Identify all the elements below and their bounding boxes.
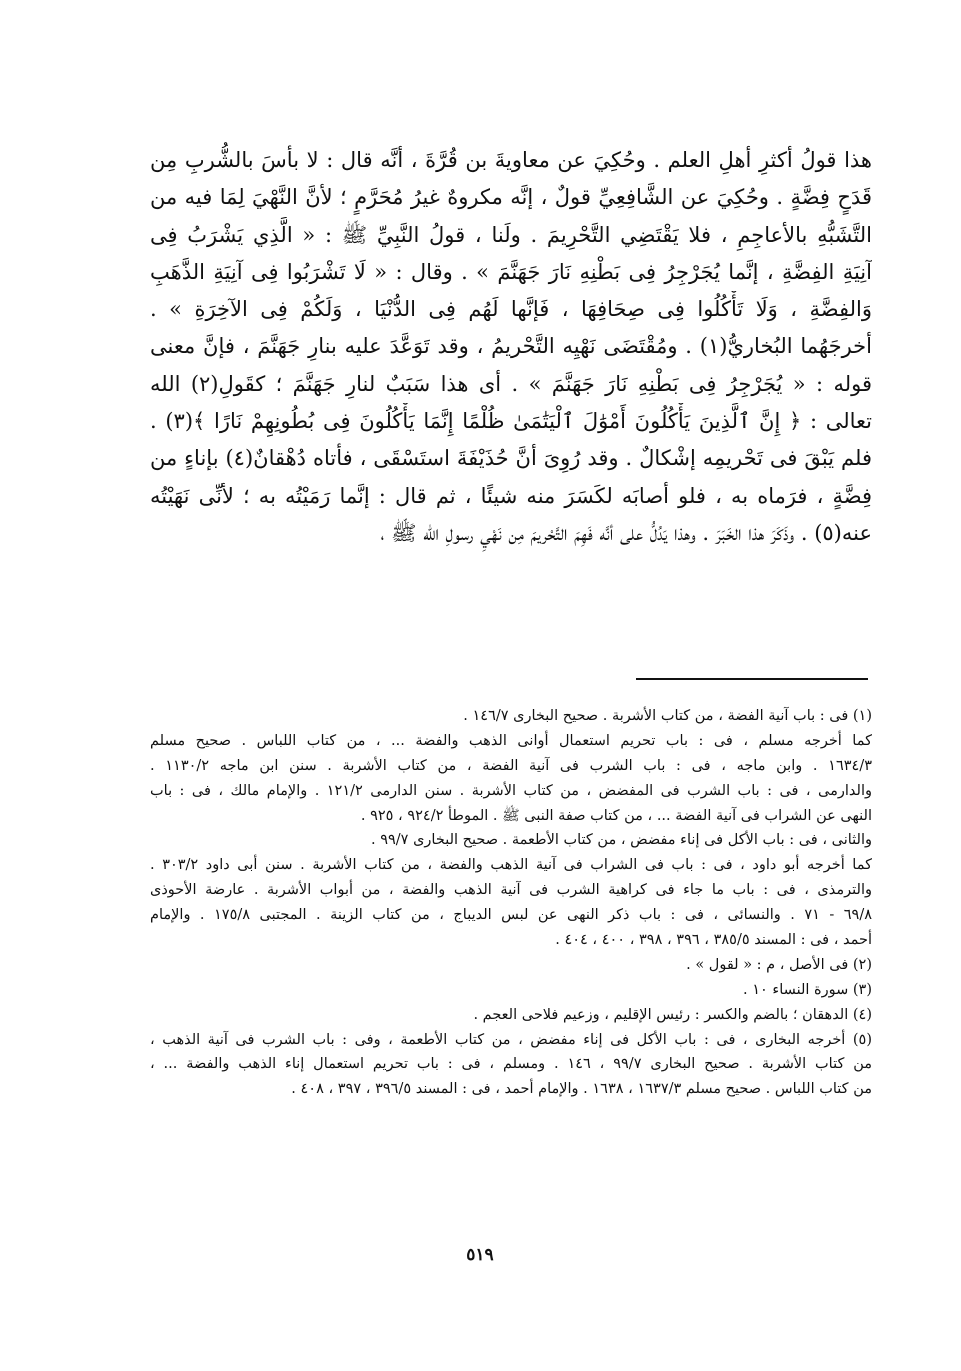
main-text-line: قَدَحٍ فِضَّةٍ . وحُكِيَ عن الشَّافِعِيِّ قولٌ ، إنَّه مكروهٌ غيرُ مُحَرَّمٍ ؛ لأنَّ النَّهْيَ لِمَا فيه من <box>150 185 872 210</box>
footnote-line: ١٦٣٤/٣ . وابن ماجه ، فى : باب الشرب فى آنية الفضة ، من كتاب الأشربة . سنن ابن ماجه ١١٣٠/٢ . <box>150 757 872 774</box>
main-text-line: فِضَّةٍ ، فرَماه به ، فلو أصابَه لكَسَرَ منه شيئًا ، ثم قال : إنَّما رَمَيْتُه به ؛ لأنِّى نَهَيْتُه <box>150 483 872 508</box>
footnote-line: من كتاب الأشربة . صحيح البخارى ٩٩/٧ ، ١٤٦ . ومسلم ، فى : باب تحريم استعمال إناء الذهب والفضة ... ، <box>150 1056 872 1073</box>
footnote-line: كما أخرجه أبو داود ، فى : باب فى الشراب فى آنية الذهب والفضة ، من كتاب الأشربة . سنن أبى داود ٣٠٣/٢ . <box>150 857 872 874</box>
main-text-line: التَّشَبُّهِ بالأعاجِمِ ، فلا يَقْتَضِي التَّحْرِيمَ . ولَنا ، قولُ النَّبِيِّ ﷺ : « الَّذِي يَشْرَبُ فِى <box>150 222 872 247</box>
footnote-line: النهى عن الشراب فى آنية الفضة ... ، من كتاب صفة النبى ﷺ . الموطأ ٩٢٤/٢ ، ٩٢٥ . <box>360 807 872 824</box>
footnote-line: أحمد ، فى : المسند ٣٨٥/٥ ، ٣٩٦ ، ٣٩٨ ، ٤٠٠ ، ٤٠٤ . <box>555 932 872 949</box>
main-text-line: تعالى : ﴿ إِنَّ ٱلَّذِينَ يَأْكُلُونَ أَمْوَٰلَ ٱلْيَتَٰمَىٰ ظُلْمًا إِنَّمَا يَأْكُلُونَ فِى بُطُونِهِمْ نَارًا ﴾(٣) . <box>150 409 872 434</box>
footnote-line: ٦٩/٨ - ٧١ . والنسائى ، فى : باب ذكر النهى عن لبس الديباج ، من كتاب الزينة . المجتبى ١٧٥/٨ . والإمام <box>150 907 872 924</box>
footnote-line: (١) فى : باب آنية الفضة ، من كتاب الأشربة . صحيح البخارى ١٤٦/٧ . <box>463 708 872 724</box>
main-text-line: آنِيَةِ الفِضَّةِ ، إنَّما يُجَرْجِرُ فِى بَطْنِهِ نَارَ جَهَنَّمَ » . وقال : « لَا تَشْرَبُوا فِى آنِيَةِ الذَّهَبِ <box>150 259 872 284</box>
main-text-line: هذا قولُ أكثرِ أهلِ العلم . وحُكِيَ عن معاويةَ بن قُرَّةَ ، أنَّه قال : لا بأسَ بالشُّربِ مِن <box>150 148 872 172</box>
main-text-line: وَالفِضَّةِ ، وَلَا تَأْكُلُوا فِى صِحَافِهَا ، فَإنَّها لَهُم فِى الدُّنْيَا ، وَلَكُمْ فِى الآخِرَةِ » . <box>150 297 872 322</box>
footnote-separator <box>636 678 868 680</box>
main-text-block <box>150 142 872 552</box>
main-text-line: فلم يَبْقَ فى تَحْريمِه إشْكالٌ . وقد رُوِىَ أنَّ حُذَيْفَةَ استَسْقَى ، فأتاه دُهْقانٌ(٤) بإناءٍ من <box>150 446 872 471</box>
footnote-line: والثانى ، فى : باب الأكل فى إناء مفضض ، من كتاب الأطعمة . صحيح البخارى ٩٩/٧ . <box>371 832 872 849</box>
main-text-line: أخرجَهُما البُخاريُّ(١) . ومُقْتَضَى نَهْيِه التَّحْريمُ ، وقد تَوَعَّدَ عليه بنارِ جَهَنَّمَ ، فإنَّ معنى <box>150 334 872 359</box>
footnote-line: والترمذى ، فى : باب ما جاء فى كراهية الشرب فى آنية الذهب والفضة ، من أبواب الأشربة . عارضة الأحوذى <box>150 882 872 899</box>
footnote-line: والدارمى ، فى : باب الشرب فى المفضض ، من كتاب الأشربة . سنن الدارمى ١٢١/٢ . والإمام مالك ، فى : باب <box>150 782 872 799</box>
footnote-line: (٤) الدهقان ؛ بالضم والكسر : رئيس الإقليم ، وزعيم فلاحى العجم . <box>473 1006 872 1023</box>
footnote-line: (٣) سورة النساء ١٠ . <box>743 981 872 998</box>
footnote-line: من كتاب اللباس . صحيح مسلم ١٦٣٧/٣ ، ١٦٣٨ . والإمام أحمد ، فى : المسند ٣٩٦/٥ ، ٣٩٧ ، ٤٠٨ . <box>291 1081 872 1098</box>
footnotes-block <box>150 704 872 1102</box>
main-text-line: قوله : « يُجَرْجِرُ فِى بَطْنِهِ نَارَ جَهَنَّمَ » . أى هذا سَبَبٌ لنارِ جَهَنَّمَ ؛ كقَولِ(٢) الله <box>150 371 872 396</box>
footnote-line: (٥) أخرجه البخارى ، فى : باب الأكل فى إناء مفضض ، من كتاب الأطعمة ، وفى : باب الشرب فى آنية الذهب ، <box>150 1031 872 1048</box>
page-number: ٥١٩ <box>466 1245 494 1265</box>
footnote-line: (٢) فى الأصل ، م : « لقول » . <box>686 956 872 973</box>
main-text-line: عنه(٥) . وذَكَرَ هذا الخَبَرَ . وهذا يَدُلُّ على أنَّه فَهِمَ التَّحْريمَ مِن نَهْيِ رسولِ الله ﷺ ، <box>380 520 872 545</box>
footnote-line: كما أخرجه مسلم ، فى : باب تحريم استعمال أوانى الذهب والفضة ... ، من كتاب اللباس . صحيح مسلم <box>150 732 872 749</box>
